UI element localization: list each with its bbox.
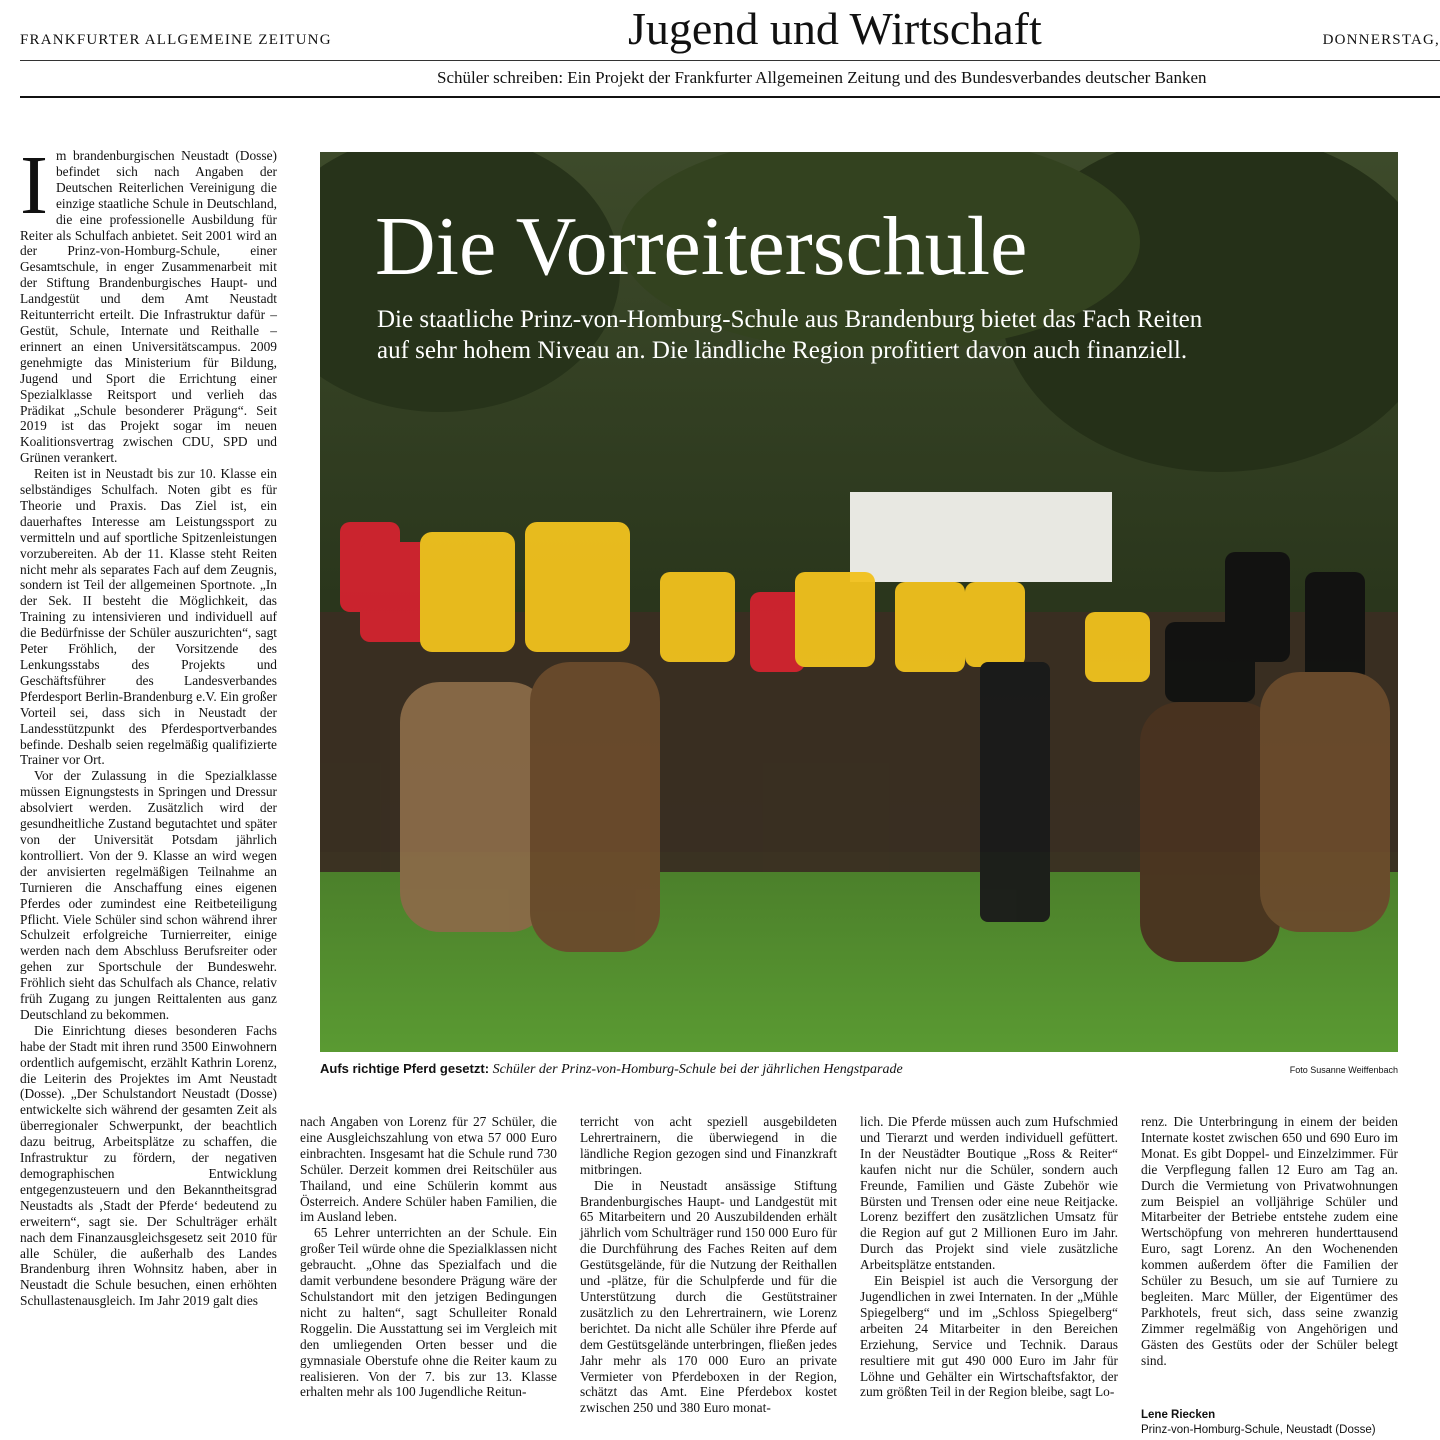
- article-column-2: [300, 1114, 557, 1400]
- headline: Die Vorreiterschule: [375, 200, 1028, 293]
- section-title: Jugend und Wirtschaft: [628, 3, 1042, 54]
- paragraph: lich. Die Pferde müssen auch zum Hufschmied und Tierarzt und werden individuell gefüttert. In der Neustädter Boutique „Ross & Reiter“ kaufen nicht nur die Schüler, sondern auch Freunde, Familien und Gäste Zubehör wie Bürsten und Trensen oder eine neue Reitjacke. Lorenz beziffert den zusätzlichen Umsatz für die Region auf gut 2 Millionen Euro im Jahr. Durch das Projekt sind viele zusätzliche Arbeitsplätze entstanden.: [860, 1114, 1118, 1273]
- paragraph: 65 Lehrer unterrichten an der Schule. Ein großer Teil würde ohne die Spezialklassen nicht gebraucht. „Ohne das Spezialfach und die damit verbundene besondere Prägung wäre der Schulstandort mit den jetzigen Bedingungen nicht zu halten“, sagt Schulleiter Ronald Roggelin. Die Ausstattung sei im Vergleich mit den umliegenden Orten besser und die gymnasiale Oberstufe ohne die Reiter kaum zu realisieren. Von der 7. bis zur 13. Klasse erhalten mehr als 100 Jugendliche Reitun-: [300, 1225, 557, 1400]
- paragraph: m brandenburgischen Neustadt (Dosse) befindet sich nach Angaben der Deutschen Reiterlichen Vereinigung die einzige staatliche Schule in Deutschland, die eine professionelle Ausbildung für Reiter als Schulfach anbietet. Seit 2001 wird an der Prinz-von-Homburg-Schule, einer Gesamtschule, in enger Zusammenarbeit mit der Stiftung Brandenburgisches Haupt- und Landgestüt und dem Amt Neustadt Reitunterricht erteilt. Die Infrastruktur dafür – Gestüt, Schule, Internate und Reithalle – erinnert an einen Universitätscampus. 2009 genehmigte das Ministerium für Bildung, Jugend und Sport die Errichtung einer Spezialklasse Reitsport und verlieh das Prädikat „Schule besonderer Prägung“. Seit 2019 ist das Projekt sogar im neuen Koalitionsvertrag zwischen CDU, SPD und Grünen verankert.: [20, 148, 277, 466]
- paragraph: renz. Die Unterbringung in einem der beiden Internate kostet zwischen 650 und 690 Euro im Monat. Es gibt Doppel- und Einzelzimmer. Für die Verpflegung fallen 12 Euro am Tag an. Durch die Vermietung von Privatwohnungen zum Beispiel an volljährige Schüler und Mitarbeiter der Betriebe entstehe zudem eine Wertschöpfung von mehreren hunderttausend Euro, sagt Lorenz. An den Wochenenden kommen außerdem öfter die Familien der Schüler zu Besuch, um sie auf Turniere zu begleiten. Marc Müller, der Eigentümer des Parkhotels, freut sich, dass seine zwanzig Zimmer regelmäßig von Angehörigen und Gästen des Gestüts oder der Schüler belegt sind.: [1141, 1114, 1398, 1368]
- paragraph: Vor der Zulassung in die Spezialklasse müssen Eignungstests in Springen und Dressur absolviert werden. Zusätzlich wird der gesundheitliche Zustand begutachtet und später von der Universität Potsdam jährlich kontrolliert. Von der 9. Klasse an wird wegen der anvisierten regelmäßigen Teilnahme an Turnieren die Anschaffung eines eigenen Pferdes oder zumindest eine Reitbeteiligung Pflicht. Viele Schüler sind schon während ihrer Schulzeit erfolgreiche Turnierreiter, einige werden nach dem Abschluss Berufsreiter oder gehen zur Sportschule der Bundeswehr. Fröhlich sieht das Schulfach als Chance, relativ früh Zugang zu jungen Reittalenten aus ganz Deutschland zu bekommen.: [20, 768, 277, 1022]
- article-column-1: [20, 139, 277, 1309]
- author-affiliation: Prinz-von-Homburg-Schule, Neustadt (Dosse): [1141, 1424, 1376, 1436]
- drop-cap: I: [20, 139, 48, 232]
- section-tagline: Schüler schreiben: Ein Projekt der Frankfurter Allgemeinen Zeitung und des Bundesverbandes deutscher Banken: [437, 68, 1207, 87]
- paragraph: Ein Beispiel ist auch die Versorgung der Jugendlichen in zwei Internaten. In der „Mühle Spiegelberg“ und im „Schloss Spiegelberg“ arbeiten 24 Mitarbeiter in den Bereichen Erziehung, Service und Technik. Daraus resultiere mit gut 490 000 Euro im Jahr für Löhne und Gehälter ein Wirtschaftsfaktor, der zum größten Teil in der Region bleibe, sagt Lo-: [860, 1273, 1118, 1400]
- caption-text: Schüler der Prinz-von-Homburg-Schule bei der jährlichen Hengstparade: [492, 1062, 903, 1077]
- paragraph: nach Angaben von Lorenz für 27 Schüler, die eine Ausgleichszahlung von etwa 57 000 Euro einbrachten. Insgesamt hat die Schule rund 730 Schüler. Derzeit kommen drei Reitschüler aus Thailand, und eine Schülerin kommt aus Österreich. Andere Schüler haben Familien, die im Ausland leben.: [300, 1114, 557, 1225]
- article-column-5: [1141, 1114, 1398, 1369]
- masthead: [20, 0, 1440, 60]
- header-rule: [20, 96, 1440, 98]
- photo-credit: Foto Susanne Weiffenbach: [1289, 1065, 1398, 1075]
- paragraph: Reiten ist in Neustadt bis zur 10. Klasse ein selbständiges Schulfach. Noten gibt es für Theorie und Praxis. Das Ziel ist, ein dauerhaftes Interesse am Leistungssport zu vermitteln und auf sportliche Spitzenleistungen vorzubereiten. Ab der 11. Klasse steht Reiten nicht mehr als separates Fach auf dem Zeugnis, sondern ist Teil der allgemeinen Sportnote. „In der Sek. II besteht die Möglichkeit, das Training zu intensivieren und individuell auf die Bedürfnisse der Schüler auszurichten“, sagt Peter Fröhlich, der Vorsitzende des Lenkungsstabs des Projekts und Geschäftsführer des Landesverbandes Pferdesport Berlin-Brandenburg e.V. Ein großer Vorteil sei, dass sich in Neustadt der Landesstützpunkt des Pferdesportverbandes befinde. Deshalb seien regelmäßig qualifizierte Trainer vor Ort.: [20, 466, 277, 768]
- lead-photo: [320, 152, 1398, 1052]
- newspaper-name: FRANKFURTER ALLGEMEINE ZEITUNG: [20, 32, 332, 48]
- masthead-rule: [20, 60, 1440, 61]
- paragraph: terricht von acht speziell ausgebildeten Lehrertrainern, die überwiegend in die ländliche Region gezogen sind und Finanzkraft mitbringen.: [580, 1114, 837, 1177]
- paragraph: Die Einrichtung dieses besonderen Fachs habe der Stadt mit ihren rund 3500 Einwohnern ordentlich aufgemischt, erzählt Kathrin Lorenz, die Leiterin des Projektes im Amt Neustadt (Dosse). „Der Schulstandort Neustadt (Dosse) entwickelte sich während der gesamten Zeit als überregionaler Schwerpunkt, der beachtlich dazu beitrug, Arbeitsplätze zu schaffen, die Infrastruktur zu fördern, der negativen demographischen Entwicklung entgegenzusteuern und den Bekanntheitsgrad Neustadts als ‚Stadt der Pferde‘ bedeutend zu erweitern“, sagt sie. Der Schulträger erhält nach dem Finanzausgleichsgesetz seit 2010 für alle Schüler, die außerhalb des Landes Brandenburg ihren Wohnsitz haben, aber in Neustadt die Schule besuchen, einen erhöhten Schullastenausgleich. Im Jahr 2019 galt dies: [20, 1022, 277, 1309]
- paragraph: Die in Neustadt ansässige Stiftung Brandenburgisches Haupt- und Landgestüt mit 65 Mitarbeitern und 20 Auszubildenden erhält jährlich vom Schulträger rund 150 000 Euro für die Durchführung des Faches Reiten auf dem Gestütsgelände, für die Nutzung der Reithallen und -plätze, für die Schulpferde und für die Unterstützung durch die Gestütstrainer zusätzlich zu den Lehrertrainern, wie Lorenz berichtet. Da nicht alle Schüler ihre Pferde auf dem Gestütsgelände unterbringen, fließen jedes Jahr mehr als 170 000 Euro an private Vermieter von Pferdeboxen in der Region, schätzt das Amt. Eine Pferdebox kostet zwischen 250 und 380 Euro monat-: [580, 1177, 837, 1416]
- caption-lead: Aufs richtige Pferd gesetzt:: [320, 1061, 490, 1076]
- article-column-3: [580, 1114, 837, 1416]
- author-name: Lene Riecken: [1141, 1409, 1216, 1421]
- article-column-4: [860, 1114, 1118, 1400]
- photo-caption: [320, 1061, 903, 1078]
- deck: Die staatliche Prinz-von-Homburg-Schule aus Brandenburg bietet das Fach Reiten auf sehr hohem Niveau an. Die ländliche Region profitiert davon auch finanziell.: [377, 306, 1203, 364]
- issue-day: DONNERSTAG,: [1322, 32, 1440, 48]
